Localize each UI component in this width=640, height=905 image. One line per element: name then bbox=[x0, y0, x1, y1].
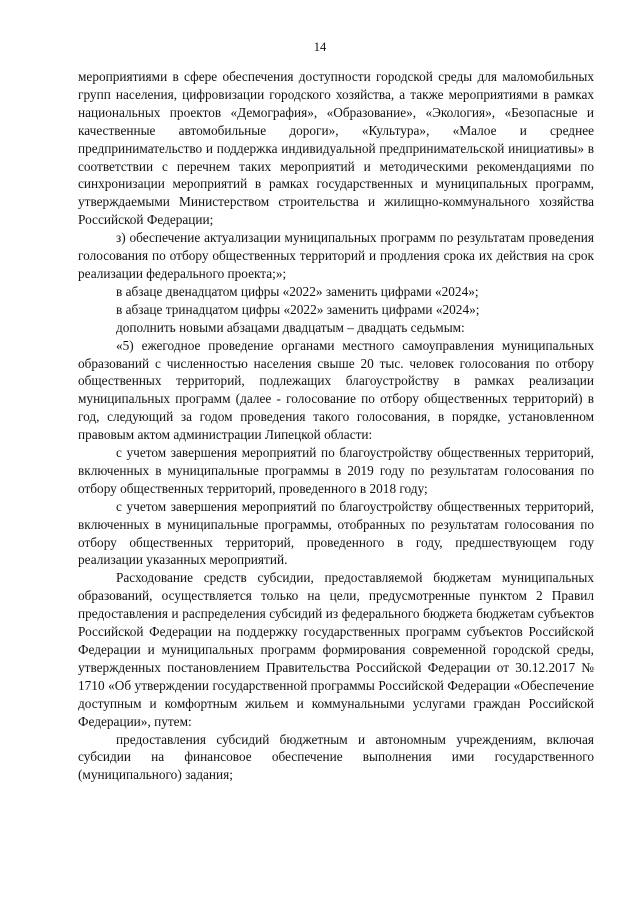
paragraph-subsidy-spending: Расходование средств субсидии, предоставляемой бюджетам муниципальных образований, осуществляется только на цели, предусмотренные пунктом 2 Правил предоставления и распределения субсидий из федерального бюджета бюджетам субъектов Российской Федерации на поддержку государственных программ субъектов Российской Федерации и муниципальных программ формирования современной городской среды, утвержденных постановлением Правительства Российской Федерации от 30.12.2017 № 1710 «Об утверждении государственной программы Российской Федерации «Обеспечение доступным и комфортным жильем и коммунальными услугами граждан Российской Федерации», путем: bbox=[78, 570, 594, 729]
paragraph-continuation: мероприятиями в сфере обеспечения доступности городской среды для маломобильных групп населения, цифровизации городского хозяйства, а также мероприятиями в рамках национальных проектов «Демография», «Образование», «Экология», «Безопасные и качественные автомобильные дороги», «Культура», «Малое и среднее предпринимательство и поддержка индивидуальной предпринимательской инициативы» в соответствии с перечнем таких мероприятий и методическими рекомендациями по синхронизации мероприятий в рамках государственных и муниципальных программ, утверждаемыми Министерством строительства и жилищно-коммунального хозяйства Российской Федерации; bbox=[78, 69, 594, 228]
paragraph-subsidy-provision: предоставления субсидий бюджетным и автономным учреждениям, включая субсидии на финансовое обеспечение выполнения ими государственного (муниципального) задания; bbox=[78, 731, 594, 783]
paragraph-item-5: «5) ежегодное проведение органами местного самоуправления муниципальных образований с численностью населения свыше 20 тыс. человек голосования по отбору общественных территорий, подлежащих благоустройству в рамках реализации муниципальных программ (далее - голосование по отбору общественных территорий) в год, следующий за годом проведения такого голосования, в порядке, установленном правовым актом администрации Липецкой области: bbox=[78, 337, 594, 443]
document-body bbox=[78, 68, 594, 784]
paragraph-amendment-13: в абзаце тринадцатом цифры «2022» заменить цифрами «2024»; bbox=[116, 301, 480, 317]
paragraph-previous-year: с учетом завершения мероприятий по благоустройству общественных территорий, включенных в муниципальные программы, отобранных по результатам голосования по отбору общественных территорий, проведенного в году, предшествующем году реализации указанных мероприятий. bbox=[78, 498, 594, 568]
paragraph-amendment-12: в абзаце двенадцатом цифры «2022» заменить цифрами «2024»; bbox=[116, 283, 479, 299]
paragraph-item-z: з) обеспечение актуализации муниципальных программ по результатам проведения голосования по отбору общественных территорий и продления срока их действия на срок реализации федерального проекта;»; bbox=[78, 230, 594, 281]
paragraph-amendment-add: дополнить новыми абзацами двадцатым – двадцать седьмым: bbox=[116, 319, 465, 335]
page-number: 14 bbox=[313, 40, 327, 54]
paragraph-2019: с учетом завершения мероприятий по благоустройству общественных территорий, включенных в муниципальные программы в 2019 году по результатам голосования по отбору общественных территорий, проведенного в 2018 году; bbox=[78, 445, 594, 496]
